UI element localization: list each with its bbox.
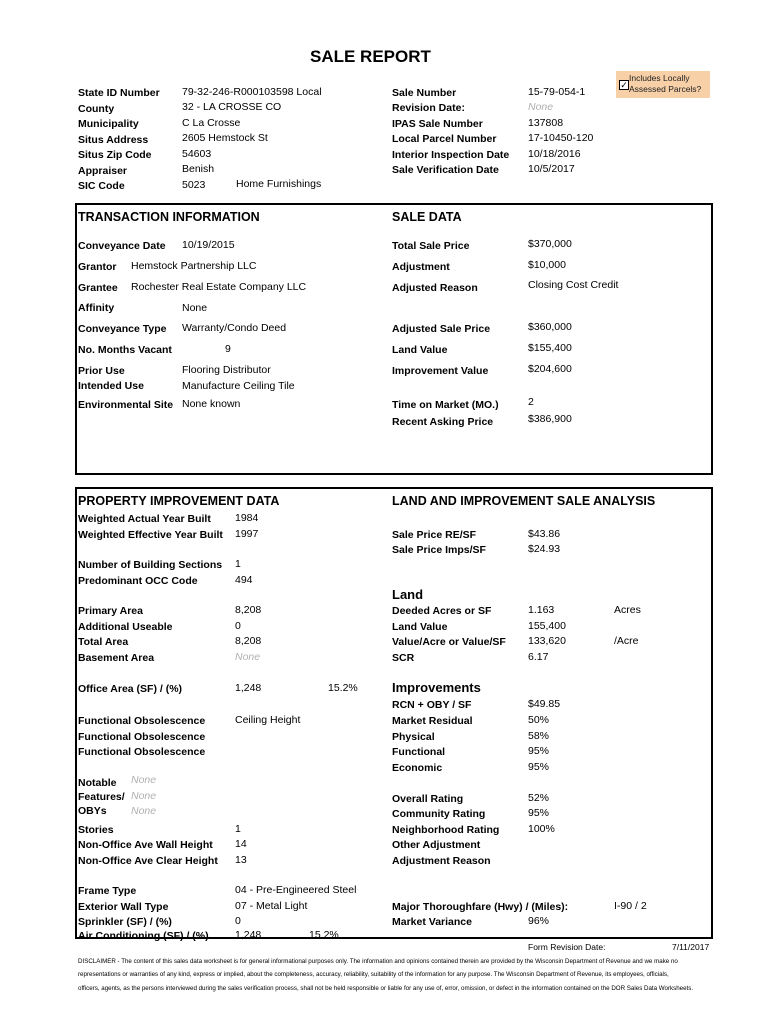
adjustment-reason-label: Adjustment Reason bbox=[392, 855, 491, 867]
sale-data-heading: SALE DATA bbox=[392, 210, 462, 224]
revision-date-value: None bbox=[528, 101, 554, 113]
effective-year-label: Weighted Effective Year Built bbox=[78, 529, 223, 541]
neighborhood-rating-value: 100% bbox=[528, 823, 555, 835]
market-variance-label: Market Variance bbox=[392, 916, 472, 928]
improvement-value-label: Improvement Value bbox=[392, 365, 489, 377]
obys-value: None bbox=[131, 805, 157, 817]
sale-price-imps-label: Sale Price Imps/SF bbox=[392, 544, 486, 556]
conveyance-type-value: Warranty/Condo Deed bbox=[182, 322, 287, 334]
functional-obsolescence-value-1: Ceiling Height bbox=[235, 714, 301, 726]
municipality-label: Municipality bbox=[78, 118, 139, 130]
disclaimer-line-1: DISCLAIMER - The content of this sales data worksheet is for general informational purposes only. The information and opinions contained therein are provided by the Wisconsin Department of Revenue and we make no bbox=[78, 958, 678, 965]
office-area-label: Office Area (SF) / (%) bbox=[78, 683, 183, 695]
market-variance-value: 96% bbox=[528, 915, 550, 927]
interior-inspection-label: Interior Inspection Date bbox=[392, 149, 510, 161]
situs-address-label: Situs Address bbox=[78, 134, 149, 146]
state-id-label: State ID Number bbox=[78, 87, 160, 99]
scr-label: SCR bbox=[392, 652, 415, 664]
form-revision-label: Form Revision Date: bbox=[528, 942, 606, 952]
economic-value: 95% bbox=[528, 761, 550, 773]
exterior-wall-label: Exterior Wall Type bbox=[78, 901, 169, 913]
functional-value: 95% bbox=[528, 745, 550, 757]
value-per-acre-label: Value/Acre or Value/SF bbox=[392, 636, 506, 648]
neighborhood-rating-label: Neighborhood Rating bbox=[392, 824, 500, 836]
land-heading: Land bbox=[392, 587, 424, 602]
overall-rating-value: 52% bbox=[528, 792, 550, 804]
occ-code-value: 494 bbox=[235, 574, 253, 586]
total-sale-price-label: Total Sale Price bbox=[392, 240, 470, 252]
basement-area-label: Basement Area bbox=[78, 652, 155, 664]
wall-height-value: 14 bbox=[235, 838, 247, 850]
community-rating-value: 95% bbox=[528, 807, 550, 819]
obys-label: OBYs bbox=[78, 805, 107, 817]
functional-label: Functional bbox=[392, 746, 446, 758]
total-area-label: Total Area bbox=[78, 636, 129, 648]
ipas-sale-value: 137808 bbox=[528, 117, 564, 129]
basement-area-value: None bbox=[235, 651, 261, 663]
wall-height-label: Non-Office Ave Wall Height bbox=[78, 839, 213, 851]
land-value-value: $155,400 bbox=[528, 342, 572, 354]
state-id-value: 79-32-246-R000103598 Local bbox=[182, 86, 322, 98]
prior-use-label: Prior Use bbox=[78, 365, 125, 377]
land-value-label: Land Value bbox=[392, 344, 448, 356]
stories-label: Stories bbox=[78, 824, 114, 836]
clear-height-value: 13 bbox=[235, 854, 247, 866]
sale-verification-label: Sale Verification Date bbox=[392, 164, 499, 176]
situs-address-value: 2605 Hemstock St bbox=[182, 132, 268, 144]
physical-label: Physical bbox=[392, 731, 435, 743]
affinity-value: None bbox=[182, 302, 208, 314]
office-area-value: 1,248 bbox=[235, 682, 262, 694]
sale-price-imps-value: $24.93 bbox=[528, 543, 561, 555]
months-vacant-value: 9 bbox=[225, 343, 231, 355]
transaction-heading: TRANSACTION INFORMATION bbox=[78, 210, 260, 224]
market-residual-value: 50% bbox=[528, 714, 550, 726]
locally-assessed-checkbox[interactable]: ✓ bbox=[620, 80, 628, 90]
primary-area-value: 8,208 bbox=[235, 604, 262, 616]
time-on-market-label: Time on Market (MO.) bbox=[392, 399, 499, 411]
situs-zip-label: Situs Zip Code bbox=[78, 149, 152, 161]
frame-type-value: 04 - Pre-Engineered Steel bbox=[235, 884, 357, 896]
deeded-acres-label: Deeded Acres or SF bbox=[392, 605, 492, 617]
months-vacant-label: No. Months Vacant bbox=[78, 344, 172, 356]
improvements-heading: Improvements bbox=[392, 680, 481, 695]
thoroughfare-label: Major Thoroughfare (Hwy) / (Miles): bbox=[392, 901, 569, 913]
rcn-value: $49.85 bbox=[528, 698, 561, 710]
prior-use-value: Flooring Distributor bbox=[182, 364, 271, 376]
property-heading: PROPERTY IMPROVEMENT DATA bbox=[78, 494, 280, 508]
recent-asking-label: Recent Asking Price bbox=[392, 416, 494, 428]
air-conditioning-percent: 15.2% bbox=[309, 929, 339, 941]
analysis-land-value-value: 155,400 bbox=[528, 620, 566, 632]
adjusted-reason-value: Closing Cost Credit bbox=[528, 279, 619, 291]
municipality-value: C La Crosse bbox=[182, 117, 241, 129]
functional-obsolescence-label-3: Functional Obsolescence bbox=[78, 746, 206, 758]
physical-value: 58% bbox=[528, 730, 550, 742]
scr-value: 6.17 bbox=[528, 651, 549, 663]
community-rating-label: Community Rating bbox=[392, 808, 486, 820]
environmental-label: Environmental Site bbox=[78, 399, 174, 411]
rcn-label: RCN + OBY / SF bbox=[392, 699, 472, 711]
adjustment-value: $10,000 bbox=[528, 259, 566, 271]
total-sale-price-value: $370,000 bbox=[528, 238, 572, 250]
value-per-acre-unit: /Acre bbox=[614, 635, 639, 647]
form-revision-value: 7/11/2017 bbox=[672, 942, 710, 952]
sic-code-label: SIC Code bbox=[78, 180, 125, 192]
notable-value: None bbox=[131, 774, 157, 786]
environmental-value: None known bbox=[182, 398, 241, 410]
county-label: County bbox=[78, 103, 115, 115]
disclaimer-line-3: officers, agents, as the persons interviewed during the sales verification process, shall not be held responsible or liable for any use of, error, omission, or defect in the information contained on the DOR Sales Data Worksheets. bbox=[78, 985, 694, 992]
situs-zip-value: 54603 bbox=[182, 148, 212, 160]
appraiser-value: Benish bbox=[182, 163, 215, 175]
analysis-heading: LAND AND IMPROVEMENT SALE ANALYSIS bbox=[392, 494, 656, 508]
revision-date-label: Revision Date: bbox=[392, 102, 465, 114]
additional-useable-value: 0 bbox=[235, 620, 241, 632]
grantee-value: Rochester Real Estate Company LLC bbox=[131, 281, 307, 293]
sale-number-value: 15-79-054-1 bbox=[528, 86, 586, 98]
functional-obsolescence-label-2: Functional Obsolescence bbox=[78, 731, 206, 743]
primary-area-label: Primary Area bbox=[78, 605, 143, 617]
thoroughfare-value: I-90 / 2 bbox=[614, 900, 647, 912]
market-residual-label: Market Residual bbox=[392, 715, 473, 727]
additional-useable-label: Additional Useable bbox=[78, 621, 173, 633]
features-label: Features/ bbox=[78, 791, 125, 803]
analysis-land-value-label: Land Value bbox=[392, 621, 448, 633]
deeded-acres-unit: Acres bbox=[614, 604, 641, 616]
grantor-label: Grantor bbox=[78, 261, 117, 273]
grantee-label: Grantee bbox=[78, 282, 118, 294]
office-area-percent: 15.2% bbox=[328, 682, 358, 694]
notable-label: Notable bbox=[78, 777, 117, 789]
sic-code-description: Home Furnishings bbox=[236, 178, 322, 190]
conveyance-type-label: Conveyance Type bbox=[78, 323, 167, 335]
deeded-acres-value: 1.163 bbox=[528, 604, 555, 616]
improvement-value-value: $204,600 bbox=[528, 363, 572, 375]
functional-obsolescence-label-1: Functional Obsolescence bbox=[78, 715, 206, 727]
sale-number-label: Sale Number bbox=[392, 87, 457, 99]
value-per-acre-value: 133,620 bbox=[528, 635, 566, 647]
page-title: SALE REPORT bbox=[310, 47, 431, 66]
conveyance-date-value: 10/19/2015 bbox=[182, 239, 235, 251]
sale-price-re-value: $43.86 bbox=[528, 528, 561, 540]
overall-rating-label: Overall Rating bbox=[392, 793, 464, 805]
effective-year-value: 1997 bbox=[235, 528, 259, 540]
locally-assessed-label: Includes Locally Assessed Parcels? bbox=[629, 73, 702, 94]
air-conditioning-value: 1,248 bbox=[235, 929, 262, 941]
exterior-wall-value: 07 - Metal Light bbox=[235, 900, 308, 912]
economic-label: Economic bbox=[392, 762, 443, 774]
intended-use-value: Manufacture Ceiling Tile bbox=[182, 380, 295, 392]
total-area-value: 8,208 bbox=[235, 635, 262, 647]
features-value: None bbox=[131, 790, 157, 802]
clear-height-label: Non-Office Ave Clear Height bbox=[78, 855, 218, 867]
appraiser-label: Appraiser bbox=[78, 165, 128, 177]
sprinkler-value: 0 bbox=[235, 915, 241, 927]
local-parcel-value: 17-10450-120 bbox=[528, 132, 594, 144]
building-sections-value: 1 bbox=[235, 558, 241, 570]
stories-value: 1 bbox=[235, 823, 241, 835]
affinity-label: Affinity bbox=[78, 302, 115, 314]
county-value: 32 - LA CROSSE CO bbox=[182, 101, 282, 113]
adjusted-reason-label: Adjusted Reason bbox=[392, 282, 478, 294]
building-sections-label: Number of Building Sections bbox=[78, 559, 223, 571]
time-on-market-value: 2 bbox=[528, 396, 534, 408]
frame-type-label: Frame Type bbox=[78, 885, 137, 897]
conveyance-date-label: Conveyance Date bbox=[78, 240, 166, 252]
interior-inspection-value: 10/18/2016 bbox=[528, 148, 581, 160]
actual-year-value: 1984 bbox=[235, 512, 259, 524]
adjusted-sale-price-label: Adjusted Sale Price bbox=[392, 323, 491, 335]
sprinkler-label: Sprinkler (SF) / (%) bbox=[78, 916, 172, 928]
local-parcel-label: Local Parcel Number bbox=[392, 133, 497, 145]
air-conditioning-label: Air Conditioning (SF) / (%) bbox=[78, 930, 209, 942]
other-adjustment-label: Other Adjustment bbox=[392, 839, 481, 851]
adjustment-label: Adjustment bbox=[392, 261, 450, 273]
recent-asking-value: $386,900 bbox=[528, 413, 572, 425]
ipas-sale-label: IPAS Sale Number bbox=[392, 118, 483, 130]
adjusted-sale-price-value: $360,000 bbox=[528, 321, 572, 333]
intended-use-label: Intended Use bbox=[78, 380, 144, 392]
sale-verification-value: 10/5/2017 bbox=[528, 163, 575, 175]
disclaimer-line-2: representations or warranties of any kind, express or implied, about the completeness, accuracy, reliability, suitability of the information for any purpose. The Wisconsin Department of Revenue, its employees, officials, bbox=[78, 971, 669, 978]
grantor-value: Hemstock Partnership LLC bbox=[131, 260, 257, 272]
sale-price-re-label: Sale Price RE/SF bbox=[392, 529, 477, 541]
occ-code-label: Predominant OCC Code bbox=[78, 575, 198, 587]
actual-year-label: Weighted Actual Year Built bbox=[78, 513, 211, 525]
sic-code-value: 5023 bbox=[182, 179, 206, 191]
